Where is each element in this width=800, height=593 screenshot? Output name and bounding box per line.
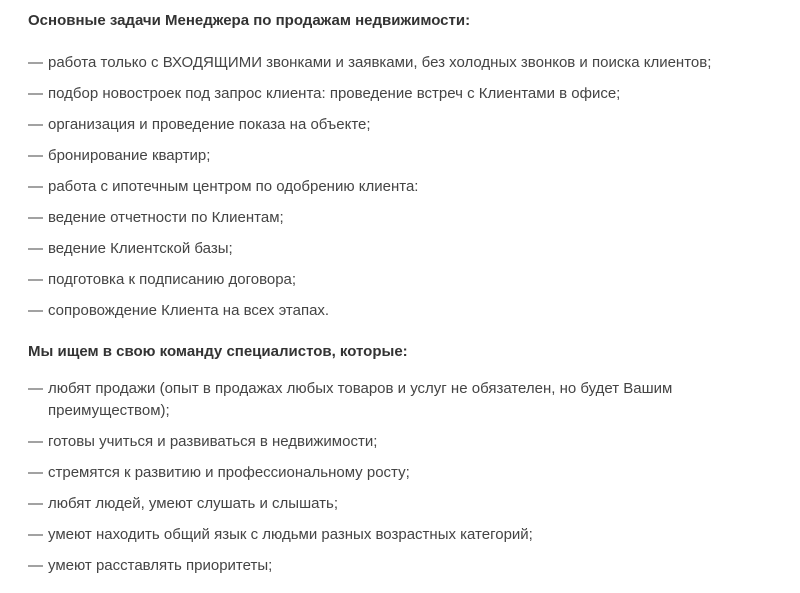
list-item-text: любят продажи (опыт в продажах любых товаров и услуг не обязателен, но будет Вашим преимуществом); bbox=[48, 380, 673, 419]
list-item-text: умеют расставлять приоритеты; bbox=[48, 557, 273, 574]
dash-bullet: — bbox=[28, 209, 43, 226]
dash-bullet: — bbox=[28, 271, 43, 288]
task-list bbox=[28, 52, 783, 331]
dash-bullet: — bbox=[28, 147, 43, 164]
dash-bullet: — bbox=[28, 54, 43, 71]
list-item bbox=[28, 145, 783, 167]
dash-bullet: — bbox=[28, 380, 43, 397]
list-item-text: подготовка к подписанию договора; bbox=[48, 271, 297, 288]
dash-bullet: — bbox=[28, 495, 43, 512]
dash-bullet: — bbox=[28, 557, 43, 574]
list-item bbox=[28, 300, 783, 322]
list-item bbox=[28, 269, 783, 291]
section-heading-requirements: Мы ищем в свою команду специалистов, которые: bbox=[28, 343, 408, 360]
list-item bbox=[28, 83, 783, 105]
list-item-text: любят людей, умеют слушать и слышать; bbox=[48, 495, 338, 512]
list-item bbox=[28, 207, 783, 229]
list-item bbox=[28, 431, 783, 453]
list-item-text: готовы учиться и развиваться в недвижимости; bbox=[48, 433, 378, 450]
dash-bullet: — bbox=[28, 85, 43, 102]
dash-bullet: — bbox=[28, 116, 43, 133]
list-item bbox=[28, 493, 783, 515]
list-item-text: организация и проведение показа на объекте; bbox=[48, 116, 371, 133]
list-item-text: подбор новостроек под запрос клиента: проведение встреч с Клиентами в офисе; bbox=[48, 85, 621, 102]
dash-bullet: — bbox=[28, 526, 43, 543]
requirements-list bbox=[28, 378, 783, 586]
list-item bbox=[28, 176, 783, 198]
list-item bbox=[28, 238, 783, 260]
list-item-text: стремятся к развитию и профессиональному росту; bbox=[48, 464, 410, 481]
list-item-text: умеют находить общий язык с людьми разных возрастных категорий; bbox=[48, 526, 533, 543]
section-heading-tasks: Основные задачи Менеджера по продажам недвижимости: bbox=[28, 12, 471, 29]
dash-bullet: — bbox=[28, 302, 43, 319]
list-item bbox=[28, 52, 783, 74]
list-item-text: работа только с ВХОДЯЩИМИ звонками и заявками, без холодных звонков и поиска клиентов; bbox=[48, 54, 712, 71]
list-item-text: ведение Клиентской базы; bbox=[48, 240, 233, 257]
list-item bbox=[28, 114, 783, 136]
list-item bbox=[28, 524, 783, 546]
list-item bbox=[28, 378, 783, 422]
list-item-text: бронирование квартир; bbox=[48, 147, 211, 164]
dash-bullet: — bbox=[28, 240, 43, 257]
list-item-text: ведение отчетности по Клиентам; bbox=[48, 209, 284, 226]
list-item bbox=[28, 555, 783, 577]
list-item bbox=[28, 462, 783, 484]
list-item-text: работа с ипотечным центром по одобрению клиента: bbox=[48, 178, 419, 195]
dash-bullet: — bbox=[28, 464, 43, 481]
list-item-text: сопровождение Клиента на всех этапах. bbox=[48, 302, 330, 319]
dash-bullet: — bbox=[28, 178, 43, 195]
dash-bullet: — bbox=[28, 433, 43, 450]
